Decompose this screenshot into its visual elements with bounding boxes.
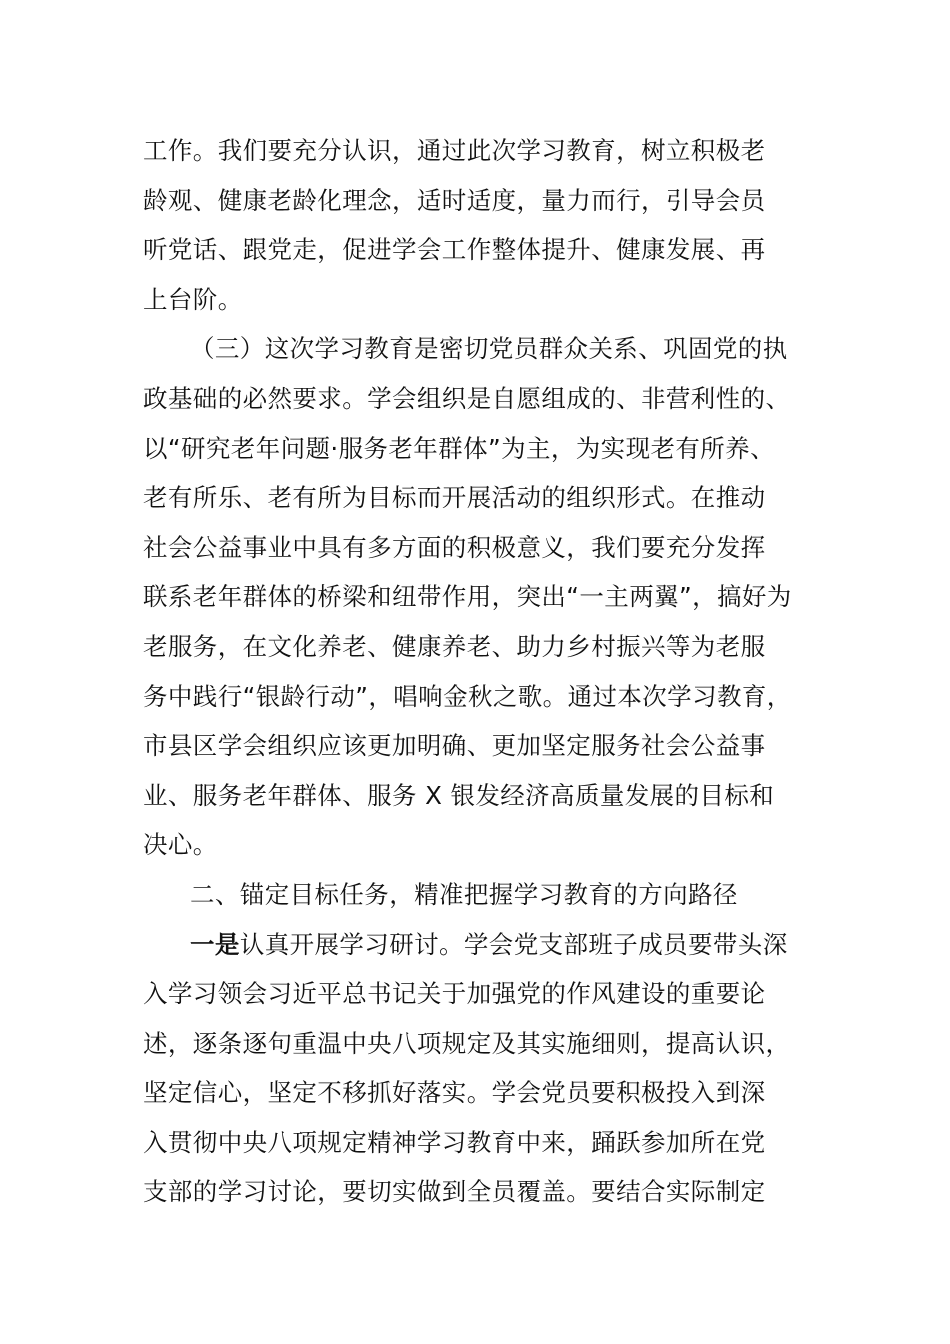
section-heading-2: 二、锚定目标任务，精准把握学习教育的方向路径: [190, 879, 738, 909]
paragraph-3-line-3: 述，逐条逐句重温中央八项规定及其实施细则，提高认识，: [143, 1028, 791, 1058]
paragraph-1-line-1: 工作。我们要充分认识，通过此次学习教育，树立积极老: [143, 136, 766, 165]
paragraph-3-line-4: 坚定信心，坚定不移抓好落实。学会党员要积极投入到深: [143, 1078, 766, 1108]
paragraph-2-line-7: 老服务，在文化养老、健康养老、助力乡村振兴等为老服: [143, 631, 766, 661]
paragraph-3-line-2: 入学习领会习近平总书记关于加强党的作风建设的重要论: [143, 979, 766, 1009]
paragraph-2-line-10: 业、服务老年群体、服务 X 银发经济高质量发展的目标和: [143, 780, 775, 810]
paragraph-2-line-6: 联系老年群体的桥梁和纽带作用，突出“一主两翼”，搞好为: [143, 582, 792, 612]
paragraph-2-line-3: 以“研究老年问题·服务老年群体”为主，为实现老有所养、: [143, 433, 775, 463]
paragraph-2-line-1: （三）这次学习教育是密切党员群众关系、巩固党的执: [190, 334, 788, 364]
paragraph-3-line-1-text: 认真开展学习研讨。学会党支部班子成员要带头深: [239, 929, 788, 959]
paragraph-2-line-9: 市县区学会组织应该更加明确、更加坚定服务社会公益事: [143, 731, 766, 761]
paragraph-2-line-2: 政基础的必然要求。学会组织是自愿组成的、非营利性的、: [143, 383, 791, 413]
paragraph-1-line-4: 上台阶。: [143, 284, 243, 314]
paragraph-3-line-6: 支部的学习讨论，要切实做到全员覆盖。要结合实际制定: [143, 1177, 766, 1207]
paragraph-1-line-3: 听党话、跟党走，促进学会工作整体提升、健康发展、再: [143, 235, 766, 265]
paragraph-2-line-8: 务中践行“银龄行动”，唱响金秋之歌。通过本次学习教育，: [143, 681, 792, 711]
document-body: [143, 126, 807, 1217]
paragraph-1-line-2: 龄观、健康老龄化理念，适时适度，量力而行，引导会员: [143, 185, 766, 215]
paragraph-2-line-4: 老有所乐、老有所为目标而开展活动的组织形式。在推动: [143, 483, 766, 513]
paragraph-3-lead: 一是: [190, 929, 240, 959]
paragraph-3-line-1: [143, 920, 807, 970]
paragraph-2-line-5: 社会公益事业中具有多方面的积极意义，我们要充分发挥: [143, 532, 766, 562]
paragraph-2-line-11: 决心。: [143, 830, 218, 860]
paragraph-3-line-5: 入贯彻中央八项规定精神学习教育中来，踊跃参加所在党: [143, 1127, 766, 1157]
